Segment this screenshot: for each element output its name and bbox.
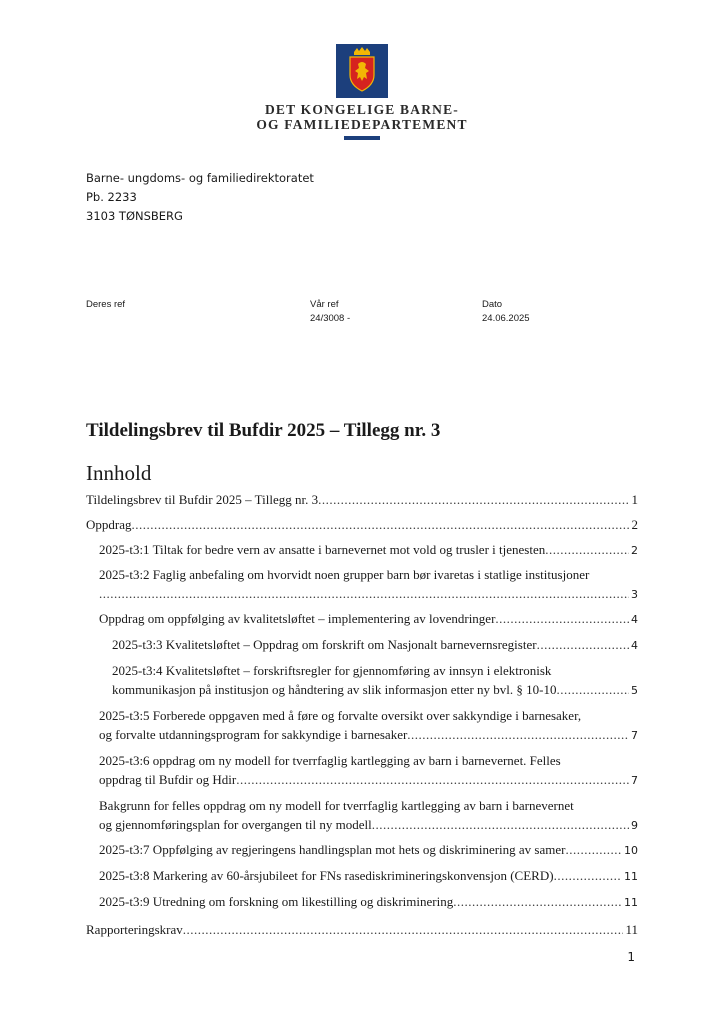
contents-heading: Innhold: [86, 461, 152, 485]
toc-entry-page: 2: [631, 517, 638, 532]
document-title: Tildelingsbrev til Bufdir 2025 – Tillegg nr. 3: [86, 420, 441, 441]
deres-ref: [86, 298, 125, 312]
toc-entry[interactable]: [86, 839, 638, 862]
toc-entry[interactable]: [86, 706, 638, 745]
recipient-city: 3103 TØNSBERG: [86, 209, 183, 223]
ministry-name-line-1: DET KONGELIGE BARNE-: [264, 102, 460, 117]
toc-entry[interactable]: [86, 565, 638, 604]
toc-entry[interactable]: [86, 661, 638, 700]
date: [482, 298, 530, 326]
toc-entry-text: Oppdrag: [86, 517, 132, 532]
toc-entry-page: 5: [631, 684, 638, 697]
toc-entry[interactable]: [86, 751, 638, 790]
toc-entry[interactable]: [86, 634, 638, 657]
toc-entry-text: 2025-t3:8 Markering av 60-årsjubileet for FNs rasediskrimineringskonvensjon (CERD): [99, 868, 554, 883]
toc-entry[interactable]: [86, 891, 638, 914]
toc-entry-page: 1: [631, 492, 638, 507]
toc-entry-text: Oppdrag om oppfølging av kvalitetsløftet – implementering av lovendringer: [99, 611, 496, 626]
var-ref-label: Vår ref: [310, 299, 339, 310]
toc-entry-page: 9: [631, 819, 638, 832]
var-ref-value: 24/3008 -: [310, 313, 351, 324]
date-value: 24.06.2025: [482, 313, 530, 324]
toc-entry[interactable]: [86, 539, 638, 562]
recipient-box: Pb. 2233: [86, 190, 137, 204]
toc-entry[interactable]: [86, 514, 638, 536]
toc-entry-text: 2025-t3:5 Forberede oppgaven med å føre og forvalte oversikt over sakkyndige i barnesaker,: [99, 708, 582, 723]
var-ref: [310, 298, 350, 326]
toc-entry-text-cont: og forvalte utdanningsprogram for sakkyndige i barnesaker: [99, 727, 408, 742]
toc-entry-page: 11: [624, 870, 638, 883]
toc-entry[interactable]: [86, 608, 638, 631]
toc-entry-page: 4: [631, 613, 638, 626]
toc-entry-page: 11: [624, 896, 638, 909]
toc-entry-text: Bakgrunn for felles oppdrag om ny modell for tverrfaglig kartlegging av barn i barnevernet: [99, 798, 574, 813]
toc-entry-page: 7: [631, 729, 638, 742]
toc-entry-page: 10: [624, 844, 638, 857]
ministry-name: [256, 102, 468, 132]
toc-entry-text-cont: kommunikasjon på institusjon og håndtering av slik informasjon etter ny bvl. § 10-10: [112, 682, 557, 697]
toc-entry-text: 2025-t3:9 Utredning om forskning om likestilling og diskriminering: [99, 894, 454, 909]
table-of-contents: [86, 489, 638, 941]
logo-underline: [344, 136, 380, 140]
page-number: 1: [627, 950, 635, 964]
toc-entry-text-cont: oppdrag til Bufdir og Hdir: [99, 772, 237, 787]
deres-ref-label: Deres ref: [86, 299, 126, 310]
recipient-address: [86, 169, 314, 226]
toc-entry-text: Tildelingsbrev til Bufdir 2025 – Tillegg nr. 3: [86, 492, 319, 507]
toc-entry-text: 2025-t3:6 oppdrag om ny modell for tverrfaglig kartlegging av barn i barnevernet. Felles: [99, 753, 561, 768]
toc-entry-page: 2: [631, 544, 638, 557]
toc-entry[interactable]: [86, 919, 638, 941]
toc-entry-text: 2025-t3:2 Faglig anbefaling om hvorvidt noen grupper barn bør ivaretas i statlige institusjoner: [99, 567, 590, 582]
toc-entry-text: 2025-t3:4 Kvalitetsløftet – forskriftsregler for gjennomføring av innsyn i elektronisk: [112, 663, 552, 678]
toc-entry-page: 3: [631, 588, 638, 601]
toc-entry-page: 11: [625, 922, 638, 937]
toc-entry-text-cont: og gjennomføringsplan for overgangen til ny modell: [99, 817, 372, 832]
ministry-name-line-2: OG FAMILIEDEPARTEMENT: [256, 117, 468, 132]
toc-entry-text: 2025-t3:3 Kvalitetsløftet – Oppdrag om forskrift om Nasjonalt barnevernsregister: [112, 637, 537, 652]
toc-entry-text: 2025-t3:1 Tiltak for bedre vern av ansatte i barnevernet mot vold og trusler i tjenesten: [99, 542, 546, 557]
toc-entry-text: 2025-t3:7 Oppfølging av regjeringens handlingsplan mot hets og diskriminering av samer: [99, 842, 566, 857]
toc-entry-page: 4: [631, 639, 638, 652]
toc-entry-text: Rapporteringskrav: [86, 922, 183, 937]
toc-entry[interactable]: [86, 865, 638, 888]
toc-entry[interactable]: [86, 489, 638, 511]
coat-of-arms-icon: [336, 44, 388, 98]
toc-entry[interactable]: [86, 796, 638, 835]
date-label: Dato: [482, 299, 503, 310]
toc-entry-page: 7: [631, 774, 638, 787]
recipient-name: Barne- ungdoms- og familiedirektoratet: [86, 171, 314, 185]
ministry-logo: [256, 44, 468, 142]
